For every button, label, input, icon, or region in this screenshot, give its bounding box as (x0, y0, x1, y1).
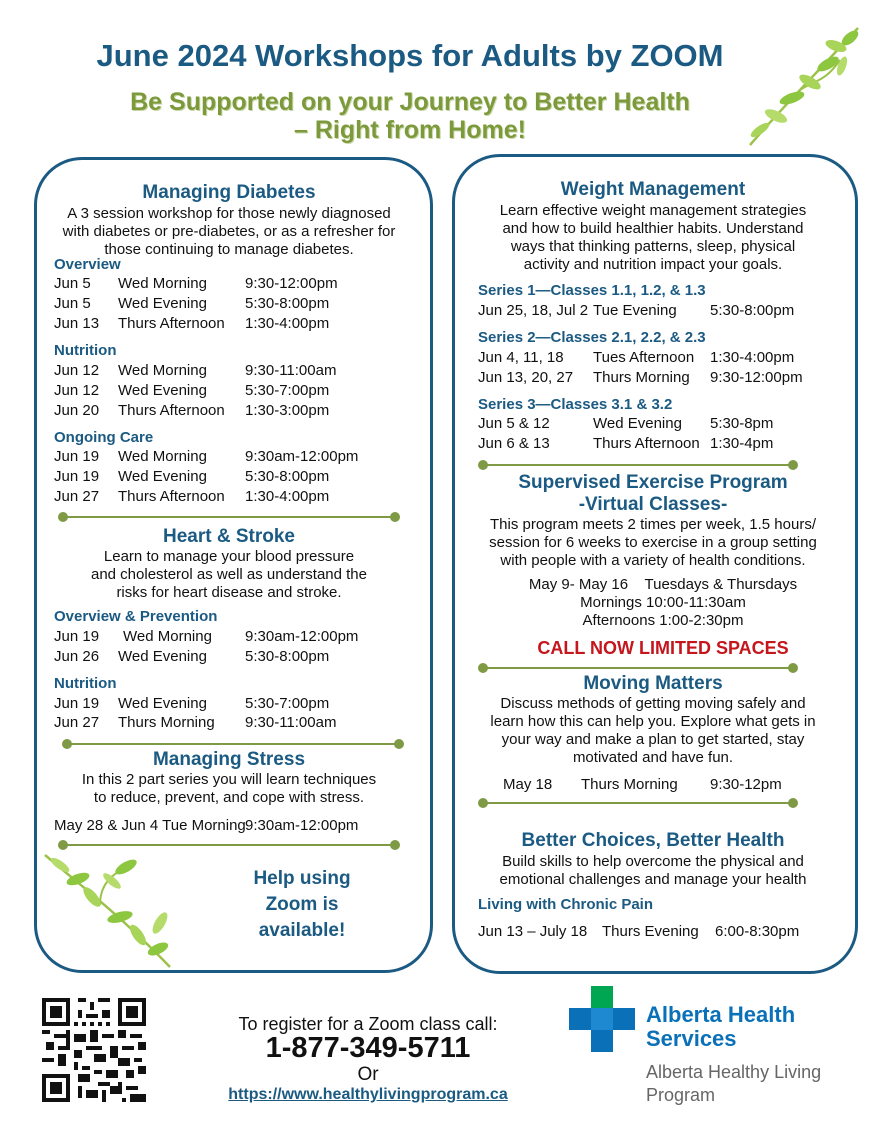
weight-series3-label: Series 3—Classes 3.1 & 3.2 (478, 396, 673, 413)
better-description: Build skills to help overcome the physical and emotional challenges and manage your health (499, 853, 807, 888)
register-instructions: To register for a Zoom class call: (238, 1014, 498, 1034)
moving-description: Discuss methods of getting moving safely and learn how this can help you. Explore what gets in your way and make a plan to get started, stay motivated and have fun. (490, 695, 816, 766)
stress-description: In this 2 part series you will learn techniques to reduce, prevent, and cope with stress. (81, 771, 377, 806)
section-divider (58, 511, 400, 523)
healthy-living-program-label: Alberta Healthy Living Program (646, 1062, 822, 1105)
exercise-description: This program meets 2 times per week, 1.5 hours/ session for 6 weeks to exercise in a group setting with people with a variety of health conditions. (489, 516, 817, 569)
exercise-schedule: May 9- May 16 Tuesdays & Thursdays Mornings 10:00-11:30am Afternoons 1:00-2:30pm (528, 576, 798, 629)
call-now-alert: CALL NOW LIMITED SPACES (537, 638, 789, 658)
section-divider (478, 459, 798, 471)
register-phone[interactable]: 1-877-349-5711 (265, 1032, 471, 1064)
diabetes-ongoing-label: Ongoing Care (54, 429, 154, 446)
exercise-heading: Supervised Exercise Program (518, 472, 788, 493)
weight-series1-label: Series 1—Classes 1.1, 1.2, & 1.3 (478, 282, 706, 299)
diabetes-description: A 3 session workshop for those newly diagnosed with diabetes or pre-diabetes, or as a refresher for those continuing to manage diabetes. (62, 205, 396, 258)
heart-heading: Heart & Stroke (163, 526, 295, 547)
stress-heading: Managing Stress (152, 749, 306, 770)
diabetes-nutrition-label: Nutrition (54, 342, 117, 359)
better-sub-label: Living with Chronic Pain (478, 896, 654, 913)
ahs-logo-text: Alberta Health Services (646, 1002, 796, 1051)
better-heading: Better Choices, Better Health (521, 830, 785, 851)
heart-overview-label: Overview & Prevention (54, 608, 218, 625)
weight-description: Learn effective weight management strategies and how to build healthier habits. Understand ways that thinking patterns, sleep, physical activity and nutrition impact your goals. (499, 202, 807, 273)
page-subtitle-line1: Be Supported on your Journey to Better Health (130, 88, 690, 116)
heart-description: Learn to manage your blood pressure and cholesterol as well as understand the risks for heart disease and stroke. (90, 548, 367, 601)
vine-decoration-bottom-icon (40, 845, 185, 970)
exercise-subheading: -Virtual Classes- (578, 494, 728, 515)
vine-decoration-top-icon (730, 20, 865, 150)
qr-code-icon[interactable] (42, 998, 146, 1102)
heart-nutrition-label: Nutrition (54, 675, 117, 692)
section-divider (478, 797, 798, 809)
program-website-link[interactable]: https://www.healthylivingprogram.ca (228, 1086, 508, 1103)
diabetes-heading: Managing Diabetes (142, 182, 316, 203)
diabetes-overview-label: Overview (54, 256, 121, 273)
alberta-health-services-logo-icon (569, 986, 635, 1052)
or-label: Or (357, 1064, 379, 1085)
page-title: June 2024 Workshops for Adults by ZOOM (96, 38, 724, 73)
zoom-help-note: Help using Zoom is available! (253, 868, 351, 941)
moving-heading: Moving Matters (583, 673, 723, 694)
weight-heading: Weight Management (560, 179, 746, 200)
weight-series2-label: Series 2—Classes 2.1, 2.2, & 2.3 (478, 329, 706, 346)
page-subtitle-line2: – Right from Home! (294, 116, 526, 144)
